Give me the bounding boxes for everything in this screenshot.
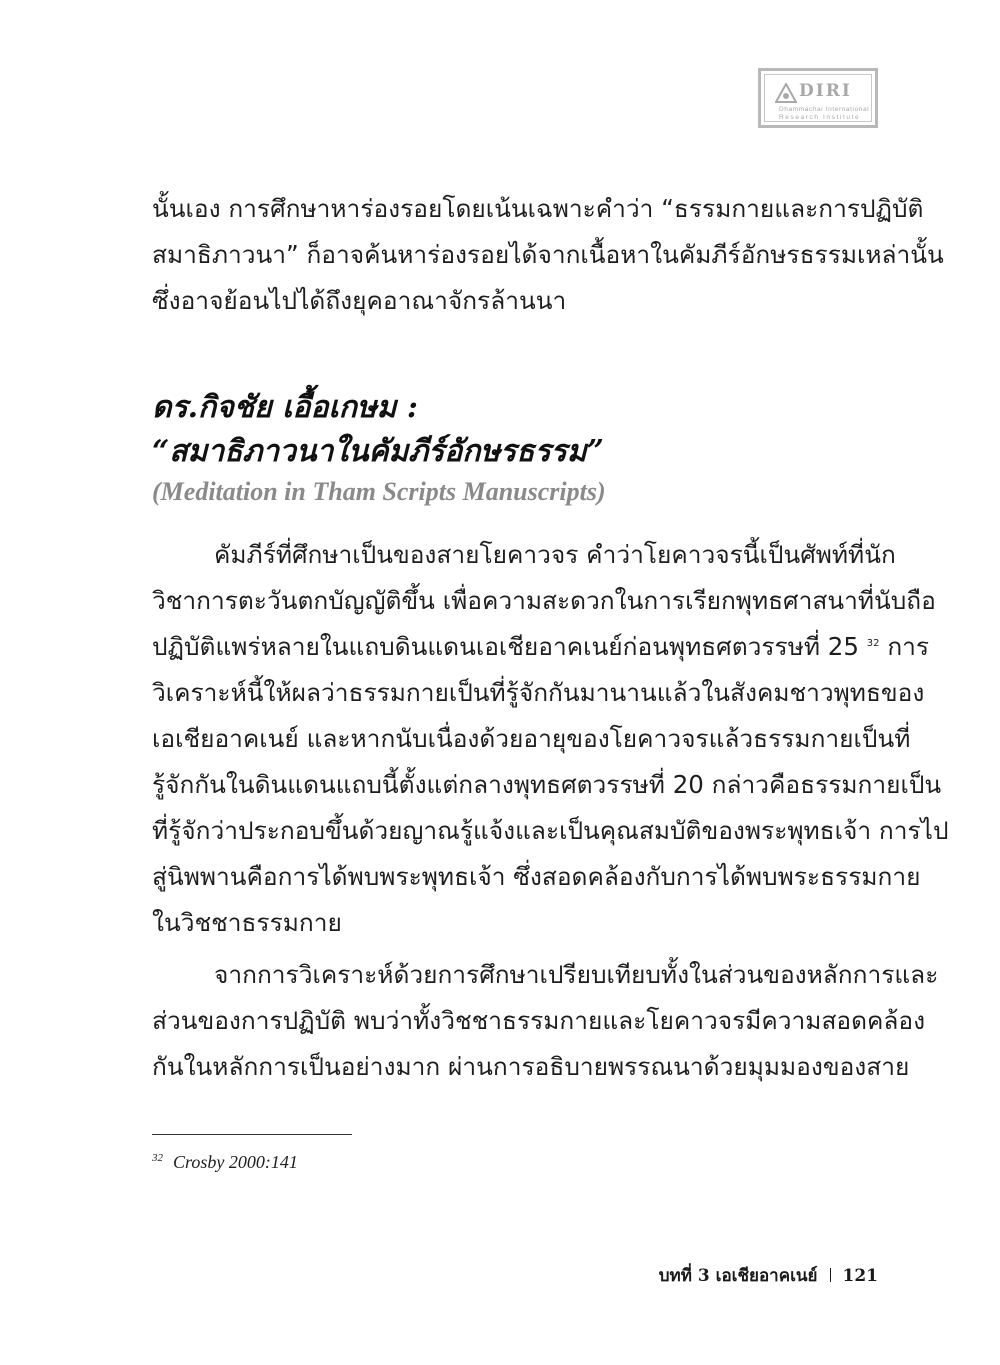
footnote — [152, 1152, 298, 1173]
p1-line-9: ในวิชชาธรรมกาย — [152, 908, 342, 937]
footnote-text: Crosby 2000:141 — [173, 1152, 298, 1172]
footnote-reference[interactable]: 32 — [866, 637, 880, 649]
p2-line-1: จากการวิเคราะห์ด้วยการศึกษาเปรียบเทียบทั้งในส่วนของหลักการและ — [214, 960, 939, 989]
p2-line-3: กันในหลักการเป็นอย่างมาก ผ่านการอธิบายพรรณนาด้วยมุมมองของสาย — [152, 1052, 910, 1081]
logo-subtitle-line2: Research Institute — [779, 114, 861, 121]
intro-line-1: นั้นเอง การศึกษาหาร่องรอยโดยเน้นเฉพาะคำว่า “ธรรมกายและการปฏิบัติ — [152, 194, 924, 223]
logo-title: DIRI — [799, 81, 852, 101]
p1-line-3 — [152, 624, 930, 670]
chapter-label: บทที่ 3 เอเชียอาคเนย์ — [658, 1266, 818, 1286]
page-number: 121 — [842, 1266, 878, 1286]
body-paragraph-2 — [152, 952, 939, 1090]
diri-logo — [758, 68, 878, 128]
p1-line-4: วิเคราะห์นี้ให้ผลว่าธรรมกายเป็นที่รู้จักกันมานานแล้วในสังคมชาวพุทธของ — [152, 678, 925, 707]
p1-line-1: คัมภีร์ที่ศึกษาเป็นของสายโยคาวจร คำว่าโยคาวจรนี้เป็นศัพท์ที่นัก — [214, 540, 896, 569]
intro-line-3: ซึ่งอาจย้อนไปได้ถึงยุคอาณาจักรล้านนา — [152, 286, 567, 315]
p1-line-5: เอเชียอาคเนย์ และหากนับเนื่องด้วยอายุของโยคาวจรแล้วธรรมกายเป็นที่ — [152, 724, 911, 753]
footnote-number: 32 — [152, 1152, 163, 1164]
footnote-divider — [152, 1134, 352, 1135]
intro-line-2: สมาธิภาวนา” ก็อาจค้นหาร่องรอยได้จากเนื้อหาในคัมภีร์อักษรธรรมเหล่านั้น — [152, 240, 944, 269]
footer-separator — [830, 1268, 831, 1282]
logo-frame — [764, 74, 872, 122]
p1-line-6: รู้จักกันในดินแดนแถบนี้ตั้งแต่กลางพุทธศตวรรษที่ 20 กล่าวคือธรรมกายเป็น — [152, 770, 942, 799]
p1-line-3-text: ปฏิบัติแพร่หลายในแถบดินแดนเอเชียอาคเนย์ก่อนพุทธศตวรรษที่ 25 — [152, 632, 859, 661]
section-heading — [152, 386, 892, 510]
p1-line-8: สู่นิพพานคือการได้พบพระพุทธเจ้า ซึ่งสอดคล้องกับการได้พบพระธรรมกาย — [152, 862, 921, 891]
section-title-english: (Meditation in Tham Scripts Manuscripts) — [152, 477, 606, 506]
logo-subtitle-line1: Dhammachai International — [779, 106, 870, 113]
p1-line-3-tail: การ — [887, 632, 930, 661]
p1-line-7: ที่รู้จักว่าประกอบขึ้นด้วยญาณรู้แจ้งและเป็นคุณสมบัติของพระพุทธเจ้า การไป — [152, 816, 949, 845]
body-paragraph-1 — [152, 532, 949, 946]
page-footer — [659, 1262, 878, 1289]
p1-line-2: วิชาการตะวันตกบัญญัติขึ้น เพื่อความสะดวกในการเรียกพุทธศาสนาที่นับถือ — [152, 586, 936, 615]
section-author: ดร.กิจชัย เอื้อเกษม : — [152, 390, 418, 425]
dhammachai-emblem-icon — [775, 83, 797, 103]
section-title-thai: “สมาธิภาวนาในคัมภีร์อักษรธรรม” — [152, 434, 604, 469]
intro-paragraph — [152, 186, 944, 324]
p2-line-2: ส่วนของการปฏิบัติ พบว่าทั้งวิชชาธรรมกายและโยคาวจรมีความสอดคล้อง — [152, 1006, 926, 1035]
